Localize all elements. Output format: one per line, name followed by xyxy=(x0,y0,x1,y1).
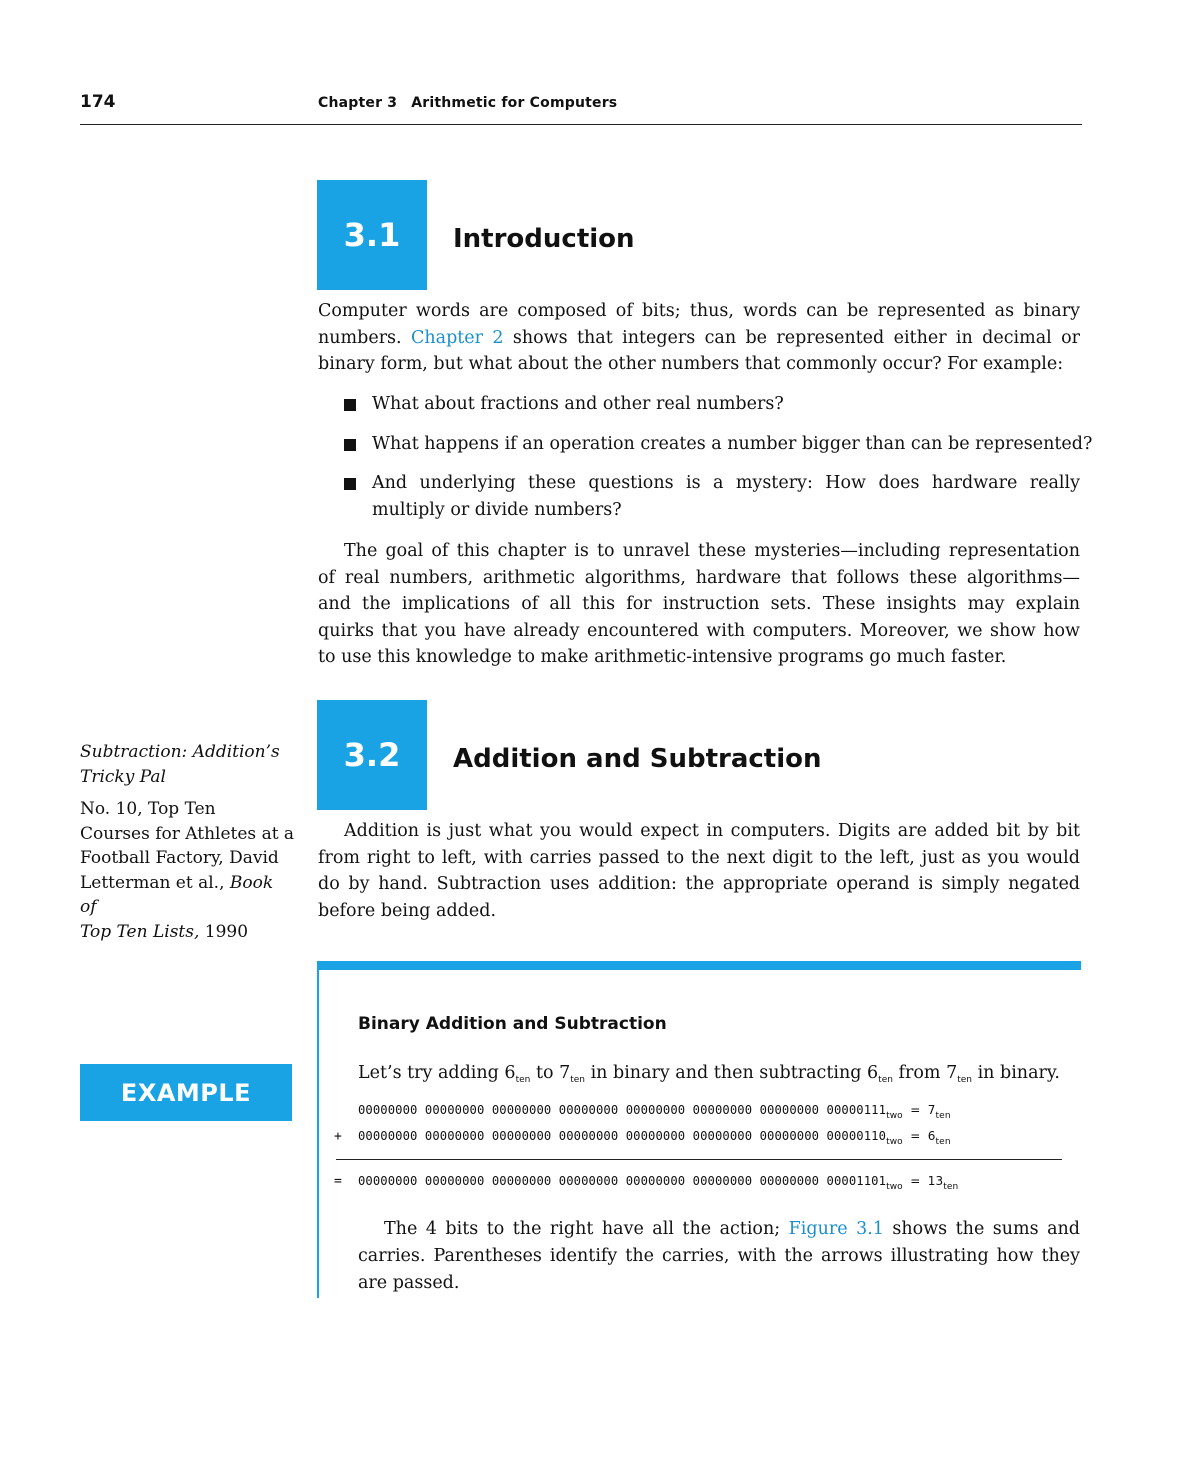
section-3-2-box xyxy=(317,700,427,810)
chapter-label: Chapter 3 xyxy=(318,95,398,111)
example-top-bar xyxy=(318,961,1081,970)
base-subscript: two xyxy=(886,1137,903,1147)
example-text: The 4 bits to the right have all the action; xyxy=(384,1219,781,1239)
margin-line: Football Factory, David xyxy=(80,848,279,868)
section-3-1-box xyxy=(317,180,427,290)
margin-year: 1990 xyxy=(204,921,249,942)
chapter-2-link[interactable]: Chapter 2 xyxy=(410,327,504,348)
list-item xyxy=(340,391,1080,418)
intro-paragraph xyxy=(318,298,1080,378)
intro-text: to 7 xyxy=(535,1063,571,1083)
figure-3-1-link[interactable]: Figure 3.1 xyxy=(788,1219,884,1239)
binary-value: 00000000 00000000 00000000 00000000 00000000 00000000 00000000 00001101 xyxy=(358,1174,887,1188)
example-line: carries. Parentheses identify the carries, with the arrows illustrating how they xyxy=(358,1246,1080,1266)
decimal-value: 6 xyxy=(927,1129,936,1143)
margin-note-title: Subtraction: Addition’s xyxy=(80,742,280,762)
base-subscript: ten xyxy=(570,1075,585,1085)
base-subscript: two xyxy=(886,1182,903,1192)
list-item xyxy=(340,470,1080,523)
example-left-rule xyxy=(317,961,319,1298)
addition-line: before being added. xyxy=(318,900,497,921)
book-title: Book of xyxy=(80,872,274,917)
list-item-text: What happens if an operation creates a number bigger than can be represented? xyxy=(372,433,1093,454)
intro-text: numbers. xyxy=(318,327,402,348)
goal-paragraph xyxy=(318,538,1080,671)
addition-line: from right to left, with carries passed to the next digit to the left, just as you would xyxy=(318,847,1080,868)
base-subscript: ten xyxy=(935,1137,951,1147)
intro-text: shows that integers can be represented either in decimal or xyxy=(512,327,1080,348)
example-line xyxy=(358,1216,1080,1243)
section-title: Addition and Subtraction xyxy=(453,744,822,774)
binary-row xyxy=(358,1103,951,1121)
running-head xyxy=(318,95,617,111)
section-title: Introduction xyxy=(453,224,635,254)
list-item-text: And underlying these questions is a mystery: How does hardware really xyxy=(372,473,1080,493)
example-heading: Binary Addition and Subtraction xyxy=(358,1014,667,1034)
binary-value: 00000000 00000000 00000000 00000000 00000000 00000000 00000000 00000111 xyxy=(358,1103,887,1117)
base-subscript: ten xyxy=(943,1182,959,1192)
plus-operator: + xyxy=(334,1129,342,1144)
margin-line: Courses for Athletes at a xyxy=(80,823,295,844)
square-bullet-icon xyxy=(344,399,356,411)
addition-line: Addition is just what you would expect in computers. Digits are added bit by bit xyxy=(344,821,1080,841)
binary-value: 00000000 00000000 00000000 00000000 00000000 00000000 00000000 00000110 xyxy=(358,1129,887,1143)
intro-text: in binary. xyxy=(977,1063,1060,1083)
intro-text: in binary and then subtracting 6 xyxy=(590,1063,879,1083)
book-title: Top Ten Lists, xyxy=(80,921,200,942)
base-subscript: ten xyxy=(515,1075,531,1085)
margin-line: No. 10, Top Ten xyxy=(80,799,216,819)
example-label: EXAMPLE xyxy=(120,1078,252,1107)
sum-rule xyxy=(336,1159,1062,1160)
list-item xyxy=(340,431,1093,458)
example-line: are passed. xyxy=(358,1273,460,1293)
base-subscript: ten xyxy=(935,1111,951,1121)
example-label-box xyxy=(80,1064,292,1121)
question-list xyxy=(340,391,1093,536)
goal-line: of real numbers, arithmetic algorithms, hardware that follows these algorithms— xyxy=(318,567,1080,588)
goal-line: and the implications of all this for instruction sets. These insights may explain xyxy=(318,594,1080,614)
equals-sign: = xyxy=(910,1103,921,1117)
equals-sign: = xyxy=(910,1129,921,1143)
goal-line: The goal of this chapter is to unravel these mysteries—including representation xyxy=(344,541,1080,561)
goal-line: to use this knowledge to make arithmetic-intensive programs go much faster. xyxy=(318,647,1007,667)
header-rule xyxy=(80,124,1082,125)
binary-row xyxy=(358,1174,958,1192)
margin-note-title: Tricky Pal xyxy=(80,766,166,787)
example-intro xyxy=(358,1060,1080,1093)
decimal-value: 7 xyxy=(927,1103,936,1117)
decimal-value: 13 xyxy=(927,1174,944,1188)
example-text: shows the sums and xyxy=(892,1219,1081,1239)
margin-line xyxy=(80,920,295,945)
intro-line xyxy=(318,325,1080,352)
list-item-text: multiply or divide numbers? xyxy=(372,499,622,520)
addition-line: do by hand. Subtraction uses addition: the appropriate operand is simply negated xyxy=(318,874,1080,894)
intro-text: from 7 xyxy=(898,1063,958,1083)
section-number: 3.1 xyxy=(343,216,401,254)
base-subscript: two xyxy=(886,1111,903,1121)
intro-line: binary form, but what about the other numbers that commonly occur? For example: xyxy=(318,354,1064,374)
example-paragraph xyxy=(358,1216,1080,1297)
base-subscript: ten xyxy=(957,1075,972,1085)
chapter-title: Arithmetic for Computers xyxy=(411,95,618,111)
intro-text: Let’s try adding 6 xyxy=(358,1063,516,1083)
margin-note xyxy=(80,740,295,944)
base-subscript: ten xyxy=(878,1075,893,1085)
equals-sign: = xyxy=(910,1174,921,1188)
margin-note-text xyxy=(80,797,295,944)
page-number: 174 xyxy=(80,92,116,112)
list-item-text: What about fractions and other real numbers? xyxy=(372,394,784,414)
section-number: 3.2 xyxy=(343,736,401,774)
square-bullet-icon xyxy=(344,478,356,490)
margin-text-plain: Letterman et al., xyxy=(80,872,225,893)
margin-line xyxy=(80,871,295,920)
equals-operator: = xyxy=(334,1174,342,1189)
intro-line: Computer words are composed of bits; thus, words can be represented as binary xyxy=(318,301,1080,321)
addition-paragraph xyxy=(318,818,1080,924)
goal-line: quirks that you have already encountered with computers. Moreover, we show how xyxy=(318,620,1080,641)
binary-row xyxy=(358,1129,951,1147)
square-bullet-icon xyxy=(344,439,356,451)
